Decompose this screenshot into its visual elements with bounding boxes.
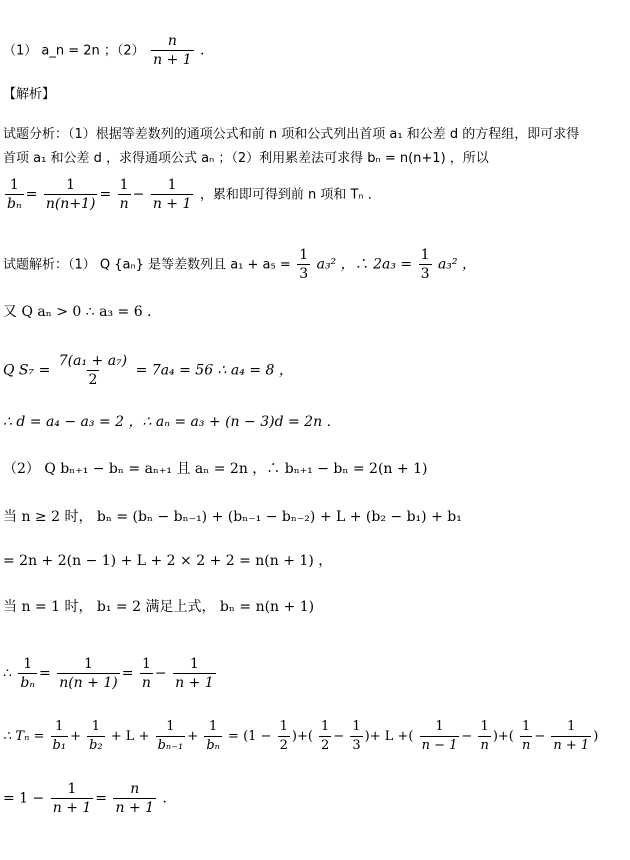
fraction: $\frac{1}{n}$ <box>119 177 129 212</box>
fraction: $\frac{1}{n + 1}$ <box>152 177 192 212</box>
solution-line-7: = 2n + 2(n − 1) + L + 2 × 2 + 2 = n(n + 1) ， <box>3 553 333 569</box>
answer-line: （1） a_n = 2n ；（2） $\frac{n}{n + 1}$ ． <box>3 33 215 68</box>
solution-line-2: 又 Q aₙ > 0 ∴ a₃ = 6 ． <box>3 304 162 320</box>
solution-line-9: ∴ $\frac{1}{\text{bₙ}}$ = $\frac{1}{n(n + 1)}$ = $\frac{1}{n}$ − $\frac{1}{n + 1}$ <box>3 656 214 691</box>
answer-fraction: $\frac{n}{n + 1}$ <box>153 33 192 68</box>
solution-line-5: （2） Q bₙ₊₁ − bₙ = aₙ₊₁ 且 aₙ = 2n ，∴ bₙ₊₁ − bₙ = 2(n + 1) <box>3 461 428 477</box>
solution-line-11: = 1 − $\frac{1}{n + 1}$ = $\frac{n}{n + 1}$ ． <box>3 781 177 816</box>
solution-line-3: Q S₇ = $\frac{\text{7(a₁ + a₇)}}{2}$ = 7a₄ = 56 ∴ a₄ = 8 ， <box>3 353 293 388</box>
fraction: $\frac{1}{\text{bₙ}}$ <box>7 177 22 212</box>
solution-line-10: ∴ Tₙ = $\frac{1}{\text{b₁}}$ + $\frac{1}{\text{b₂}}$ + L + $\frac{1}{\text{bₙ₋₁}}$ + $\frac{1}{\text{bₙ}}$ = (1 − $\frac{1}{2}$ )+( $\frac{1}{2}$ − $\frac{1}{3}$ )+ L +( $\frac{1}{n - 1}$ − $\frac{1}{n}$ )+( $\frac{1}{n}$ − $\frac{1}{n + 1}$ ) <box>3 719 599 753</box>
analysis-line-1: 试题分析：（1）根据等差数列的通项公式和前 n 项和公式列出首项 a₁ 和公差 d 的方程组，即可求得 <box>3 127 580 142</box>
analysis-line-3: $\frac{1}{\text{bₙ}}$ = $\frac{1}{n(n+1)}$ = $\frac{1}{n}$ − $\frac{1}{n + 1}$ ，累和即可得到前 n 项和 Tₙ ． <box>7 177 381 212</box>
answer-part1: （1） a_n = 2n ；（2） <box>3 43 145 59</box>
section-heading: 【解析】 <box>3 87 56 102</box>
fraction: $\frac{1}{n(n+1)}$ <box>45 177 96 212</box>
solution-line-4: ∴ d = a₄ − a₃ = 2 ，∴ aₙ = a₃ + (n − 3)d = 2n ． <box>3 414 341 430</box>
solution-line-6: 当 n ≥ 2 时， bₙ = (bₙ − bₙ₋₁) + (bₙ₋₁ − bₙ₋₂) + L + (b₂ − b₁) + b₁ <box>3 509 462 525</box>
solution-line-8: 当 n = 1 时， b₁ = 2 满足上式， bₙ = n(n + 1) <box>3 599 315 615</box>
analysis-line-2: 首项 a₁ 和公差 d ，求得通项公式 aₙ ；（2）利用累差法可求得 bₙ = n(n+1) ，所以 <box>3 151 489 166</box>
solution-line-1: 试题解析：（1） Q {aₙ} 是等差数列且 a₁ + a₅ = $\frac{1}{3}$ a₃² ，∴ 2a₃ = $\frac{1}{3}$ a₃² ， <box>3 247 476 282</box>
